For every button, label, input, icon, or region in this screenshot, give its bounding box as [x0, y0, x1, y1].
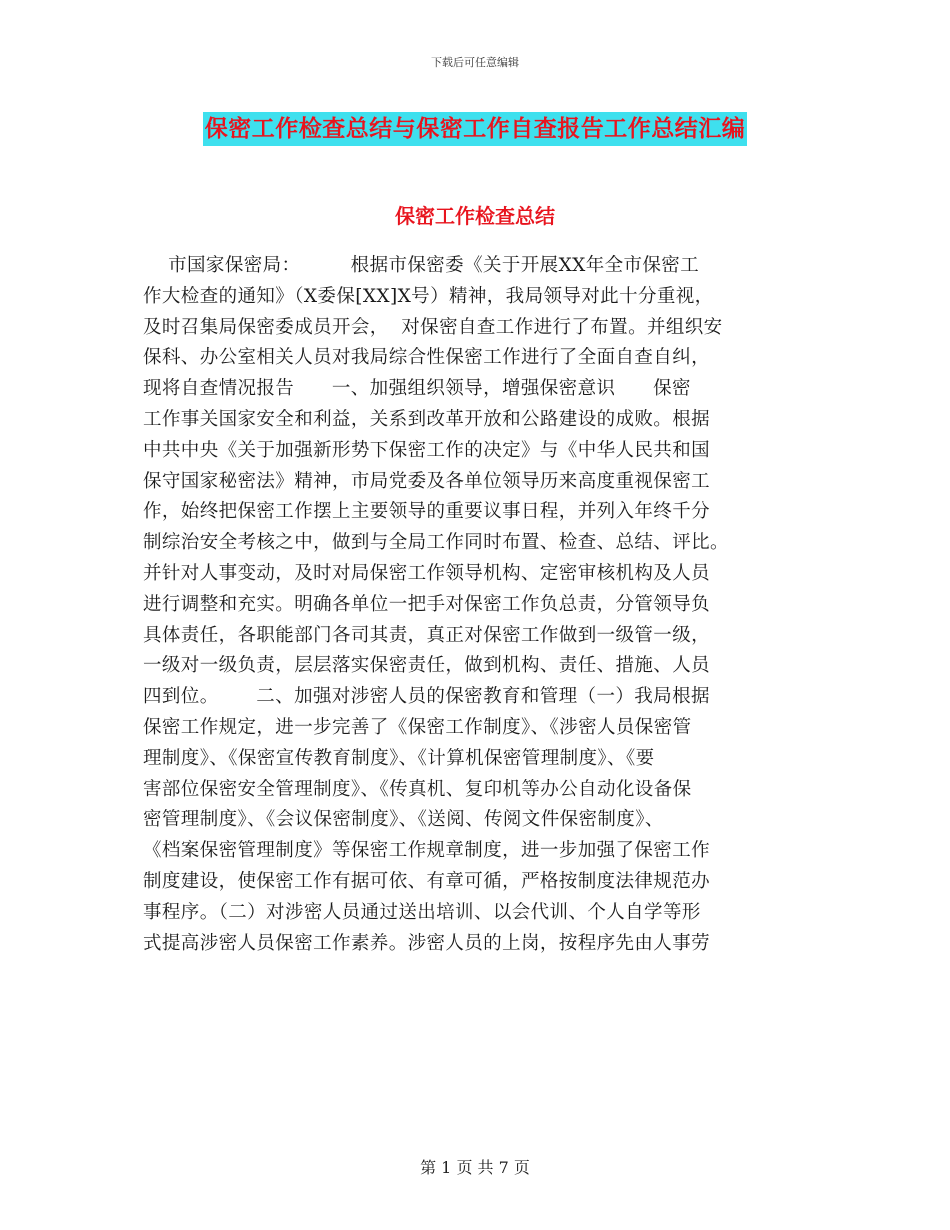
body-line: 作，始终把保密工作摆上主要领导的重要议事日程，并列入年终千分	[143, 501, 711, 523]
body-line: 事程序。（二）对涉密人员通过送出培训、以会代训、个人自学等形	[143, 901, 701, 923]
body-line: 及时召集局保密委成员开会， 对保密自查工作进行了布置。并组织安	[143, 316, 723, 338]
body-line: 作大检查的通知》（X委保[XX]X号）精神，我局领导对此十分重视，	[143, 285, 714, 307]
page-footer-number: 第 1 页 共 7 页	[420, 1158, 530, 1177]
document-body	[143, 251, 813, 959]
body-line: 保守国家秘密法》精神，市局党委及各单位领导历来高度重视保密工	[143, 470, 711, 492]
body-line: 进行调整和充实。明确各单位一把手对保密工作负总责，分管领导负	[143, 593, 711, 615]
body-line: 式提高涉密人员保密工作素养。涉密人员的上岗，按程序先由人事劳	[143, 932, 711, 954]
document-title-container	[0, 112, 950, 146]
body-line: 密管理制度》、《会议保密制度》、《送阅、传阅文件保密制度》、	[143, 809, 664, 831]
body-line: 四到位。 二、加强对涉密人员的保密教育和管理（一）我局根据	[143, 686, 710, 708]
body-line: 现将自查情况报告 一、加强组织领导，增强保密意识 保密	[143, 378, 691, 400]
body-line: 保密工作规定，进一步完善了《保密工作制度》、《涉密人员保密管	[143, 716, 692, 738]
body-line: 保科、办公室相关人员对我局综合性保密工作进行了全面自查自纠，	[143, 347, 711, 369]
section-title: 保密工作检查总结	[395, 204, 555, 228]
body-line: 具体责任，各职能部门各司其责，真正对保密工作做到一级管一级，	[143, 624, 711, 646]
document-title: 保密工作检查总结与保密工作自查报告工作总结汇编	[203, 112, 748, 146]
body-line: 《档案保密管理制度》等保密工作规章制度，进一步加强了保密工作	[143, 840, 711, 862]
body-line: 并针对人事变动，及时对局保密工作领导机构、定密审核机构及人员	[143, 562, 711, 584]
body-line: 工作事关国家安全和利益，关系到改革开放和公路建设的成败。根据	[143, 408, 711, 430]
body-line: 一级对一级负责，层层落实保密责任，做到机构、责任、措施、人员	[143, 655, 711, 677]
body-line: 市国家保密局： 根据市保密委《关于开展XX年全市保密工	[143, 255, 700, 276]
body-line: 制综治安全考核之中，做到与全局工作同时布置、检查、总结、评比。	[143, 532, 729, 554]
body-line: 中共中央《关于加强新形势下保密工作的决定》与《中华人民共和国	[143, 439, 711, 461]
page-header-note: 下载后可任意编辑	[431, 56, 519, 69]
body-line: 害部位保密安全管理制度》、《传真机、复印机等办公自动化设备保	[143, 778, 692, 800]
body-line: 理制度》、《保密宣传教育制度》、《计算机保密管理制度》、《要	[143, 747, 655, 769]
body-line: 制度建设，使保密工作有据可依、有章可循，严格按制度法律规范办	[143, 870, 711, 892]
